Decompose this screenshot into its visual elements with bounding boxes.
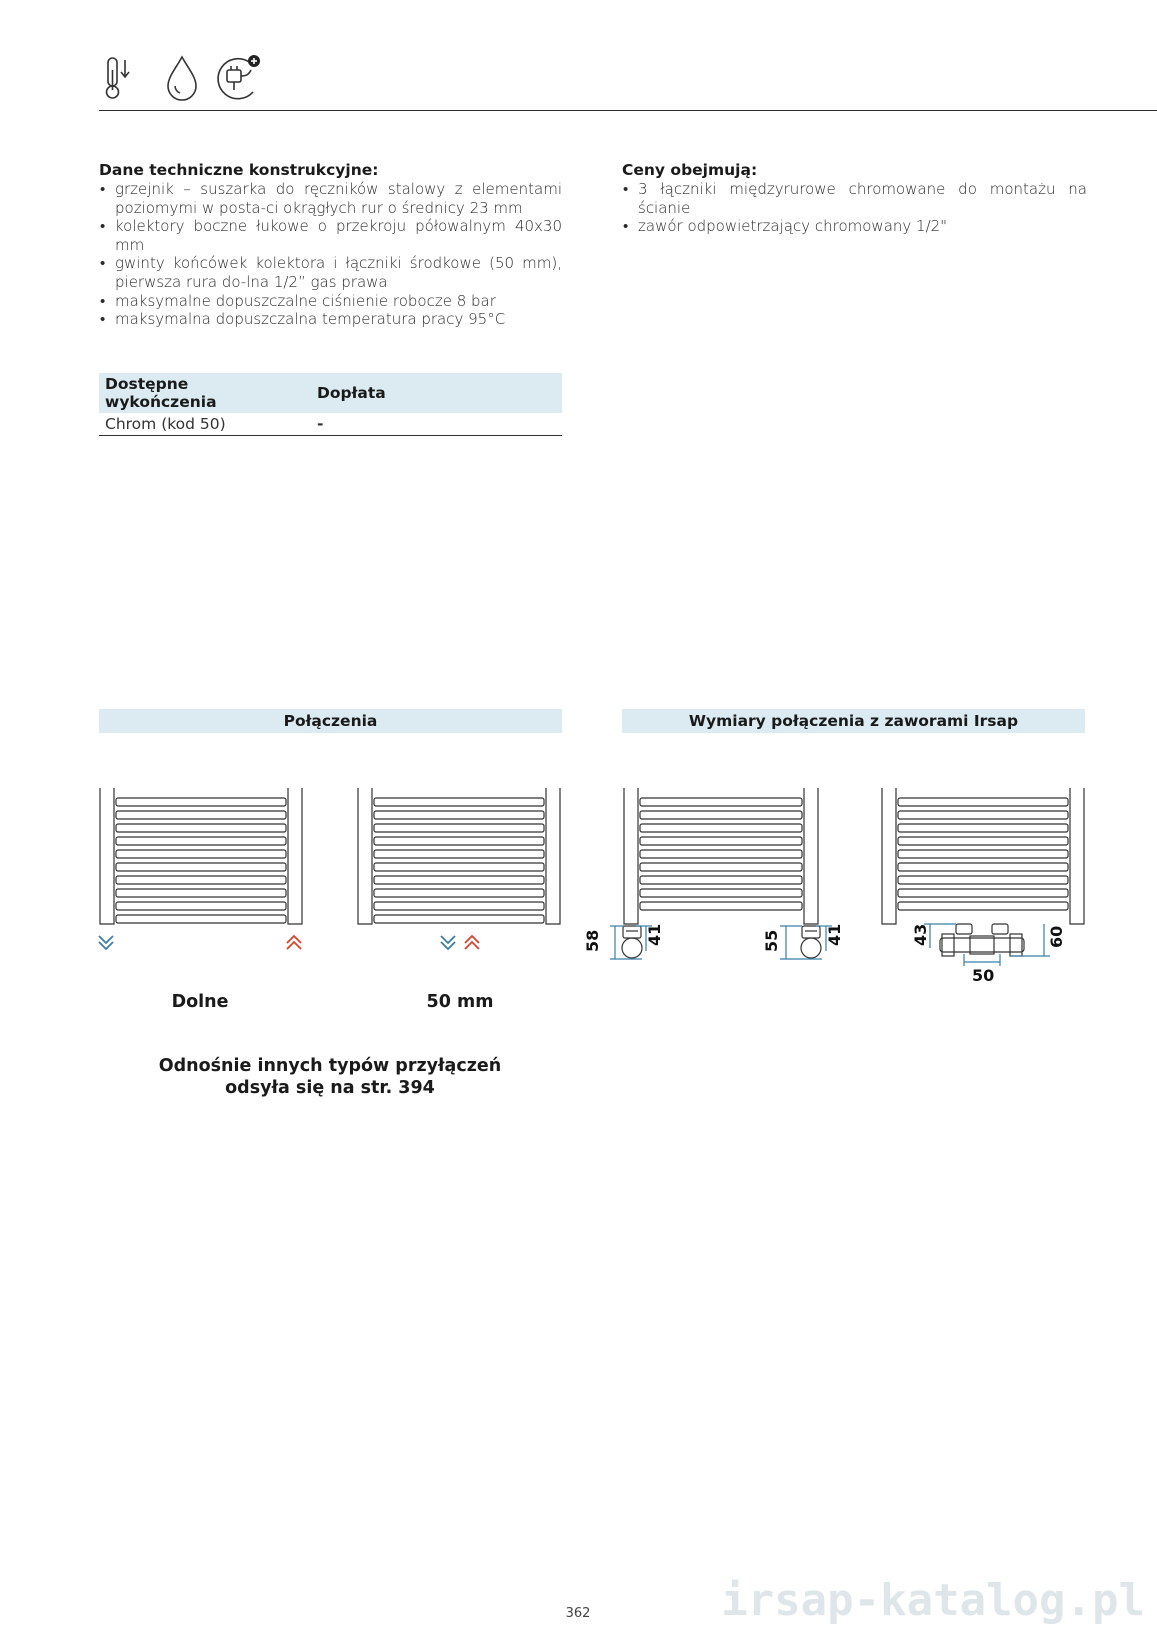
list-item: • maksymalna dopuszczalna temperatura pracy 95°C — [99, 310, 562, 329]
caption-50mm: 50 mm — [426, 992, 494, 1012]
water-drop-icon — [154, 52, 210, 104]
list-item: • 3 łączniki międzyrurowe chromowane do montażu na ścianie — [622, 180, 1087, 217]
dim-label-60: 60 — [1047, 925, 1066, 948]
list-item: • grzejnik – suszarka do ręczników stalowy z elementami poziomymi w posta-ci okrągłych rur o średnicy 23 mm — [99, 180, 562, 217]
dimension-diagram-center — [880, 786, 1090, 990]
dim-label-55: 55 — [762, 929, 781, 952]
thermometer-down-icon — [96, 52, 152, 104]
radiator-bars — [898, 798, 1068, 910]
prices-list — [622, 180, 1087, 236]
valve-right — [801, 926, 821, 958]
outlet-arrow-icon — [465, 936, 479, 949]
caption-bottom: Dolne — [171, 992, 229, 1012]
header-rule — [99, 110, 1157, 111]
connections-band: Połączenia — [99, 709, 562, 733]
watermark: irsap-katalog.pl — [721, 1575, 1145, 1626]
finishes-header-surcharge: Dopłata — [311, 373, 562, 413]
tech-data-section — [99, 161, 562, 329]
dimension-diagram-side — [580, 786, 844, 990]
dim-label-58: 58 — [583, 929, 602, 952]
dim-label-50: 50 — [972, 966, 995, 985]
finishes-header-name: Dostępne wykończenia — [99, 373, 311, 413]
prices-title: Ceny obejmują: — [622, 161, 758, 179]
list-item: • maksymalne dopuszczalne ciśnienie robocze 8 bar — [99, 292, 562, 311]
electric-plug-plus-icon — [213, 52, 269, 104]
connections-note — [99, 1055, 561, 1099]
finishes-table — [99, 373, 562, 436]
page-number: 362 — [565, 1606, 591, 1621]
valve-left — [622, 926, 642, 958]
radiator-bars — [640, 798, 802, 910]
finish-surcharge: - — [311, 413, 562, 436]
prices-section — [622, 161, 1087, 236]
finish-name: Chrom (kod 50) — [99, 413, 311, 436]
outlet-arrow-icon — [287, 936, 301, 949]
list-item: • gwinty końcówek kolektora i łączniki środkowe (50 mm), pierwsza rura do-lna 1/2” gas prawa — [99, 254, 562, 291]
radiator-bars — [374, 798, 544, 923]
list-item: • kolektory boczne łukowe o przekroju półowalnym 40x30 mm — [99, 217, 562, 254]
dimensions-band: Wymiary połączenia z zaworami Irsap — [622, 709, 1085, 733]
inlet-arrow-icon — [441, 936, 455, 949]
center-valve — [940, 924, 1024, 956]
connection-diagram-bottom — [98, 786, 308, 960]
dim-label-41: 41 — [645, 923, 664, 946]
inlet-arrow-icon — [99, 936, 113, 949]
radiator-bars — [116, 798, 286, 923]
dim-label-43: 43 — [911, 923, 930, 946]
list-item: • zawór odpowietrzający chromowany 1/2" — [622, 217, 1087, 236]
dim-label-41b: 41 — [825, 923, 844, 946]
tech-data-title: Dane techniczne konstrukcyjne: — [99, 161, 379, 179]
connection-diagram-50mm — [356, 786, 566, 960]
note-line-1: Odnośnie innych typów przyłączeń — [158, 1056, 502, 1076]
tech-data-list — [99, 180, 562, 329]
note-line-2: odsyła się na str. 394 — [225, 1078, 435, 1098]
table-row — [99, 413, 562, 436]
